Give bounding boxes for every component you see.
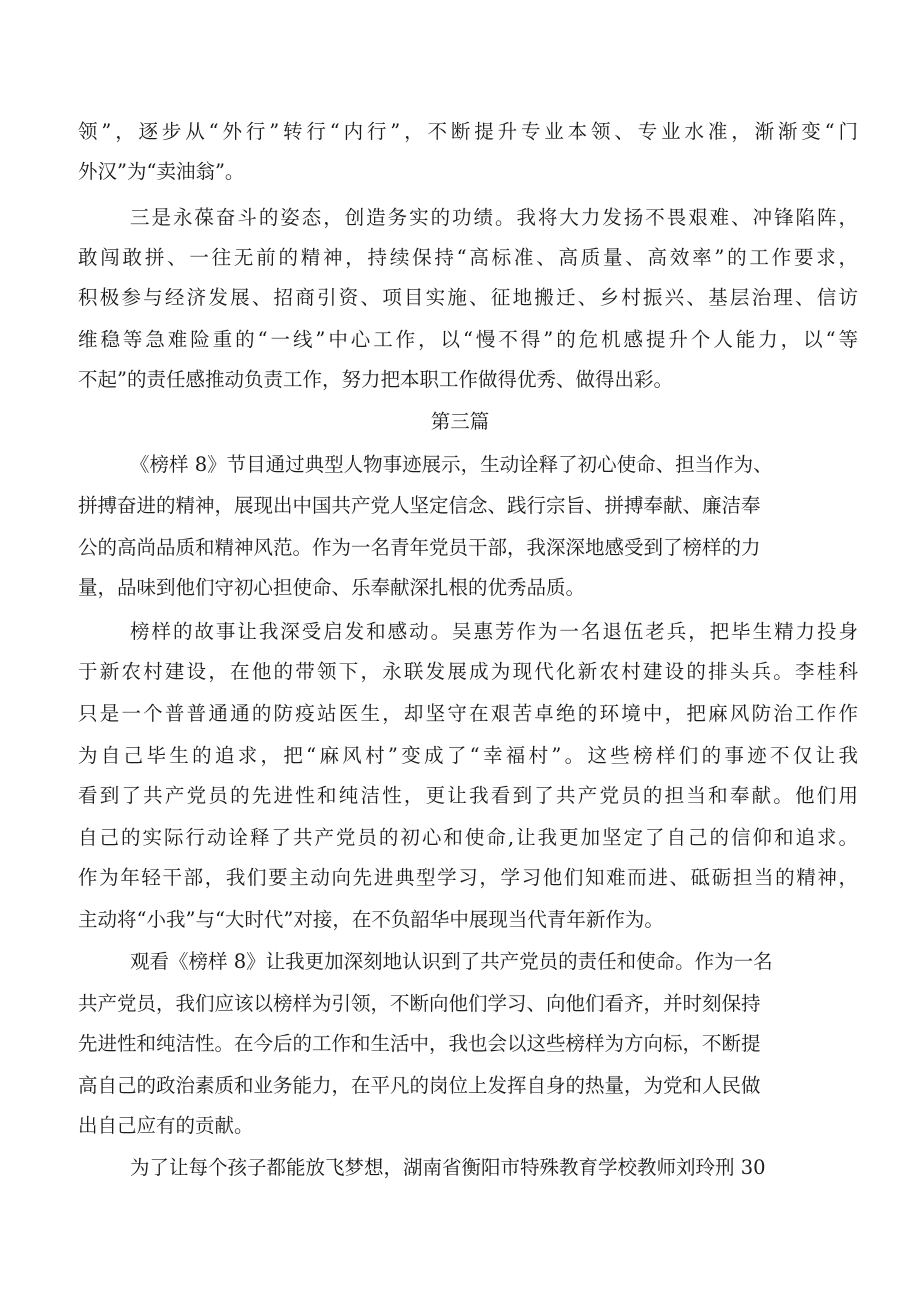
paragraph-line: 敢闯敢拼、一往无前的精神，持续保持“高标准、高质量、高效率”的工作要求， — [78, 246, 858, 269]
paragraph-line: 维稳等急难险重的“一线”中心工作，以“慢不得”的危机感提升个人能力，以“等 — [78, 328, 858, 351]
paragraph-line: 公的高尚品质和精神风范。作为一名青年党员干部，我深深地感受到了榜样的力 — [78, 536, 761, 559]
paragraph-line: 自己的实际行动诠释了共产党员的初心和使命,让我更加坚定了自己的信仰和追求。 — [78, 826, 858, 849]
paragraph-line: 外汉”为“卖油翁”。 — [78, 160, 245, 183]
paragraph-line: 共产党员，我们应该以榜样为引领，不断向他们学习、向他们看齐，并时刻保持 — [78, 992, 761, 1015]
paragraph-line: 先进性和纯洁性。在今后的工作和生活中，我也会以这些榜样为方向标，不断提 — [78, 1032, 761, 1055]
paragraph-line: 领”，逐步从“外行”转行“内行”，不断提升专业本领、专业水准，渐渐变“门 — [78, 120, 858, 143]
paragraph-line: 为自己毕生的追求，把“麻风村”变成了“幸福村”。这些榜样们的事迹不仅让我 — [78, 744, 858, 767]
paragraph-line: 于新农村建设，在他的带领下，永联发展成为现代化新农村建设的排头兵。李桂科 — [78, 660, 858, 683]
paragraph-line: 榜样的故事让我深受启发和感动。吴惠芳作为一名退伍老兵，把毕生精力投身 — [130, 620, 858, 643]
paragraph-line: 拼搏奋进的精神，展现出中国共产党人坚定信念、践行宗旨、拼搏奉献、廉洁奉 — [78, 494, 761, 517]
paragraph-line: 出自己应有的贡献。 — [78, 1114, 254, 1137]
paragraph-line: 看到了共产党员的先进性和纯洁性，更让我看到了共产党员的担当和奉献。他们用 — [78, 784, 858, 807]
paragraph-line: 量，品味到他们守初心担使命、乐奉献深扎根的优秀品质。 — [78, 576, 586, 599]
paragraph-line: 三是永葆奋斗的姿态，创造务实的功绩。我将大力发扬不畏艰难、冲锋陷阵， — [130, 206, 858, 229]
paragraph-line: 《榜样 8》节目通过典型人物事迹展示，生动诠释了初心使命、担当作为、 — [130, 453, 773, 476]
paragraph-line: 高自己的政治素质和业务能力，在平凡的岗位上发挥自身的热量，为党和人民做 — [78, 1074, 761, 1097]
paragraph-line: 观看《榜样 8》让我更加深刻地认识到了共产党员的责任和使命。作为一名 — [130, 950, 773, 973]
paragraph-line: 积极参与经济发展、招商引资、项目实施、征地搬迁、乡村振兴、基层治理、信访 — [78, 286, 858, 309]
paragraph-line: 主动将“小我”与“大时代”对接，在不负韶华中展现当代青年新作为。 — [78, 908, 664, 931]
paragraph-line: 不起”的责任感推动负责工作，努力把本职工作做得优秀、做得出彩。 — [78, 368, 673, 391]
paragraph-line: 作为年轻干部，我们要主动向先进典型学习，学习他们知难而进、砥砺担当的精神， — [78, 866, 858, 889]
paragraph-line: 为了让每个孩子都能放飞梦想，湖南省衡阳市特殊教育学校教师刘玲刑 30 — [130, 1156, 766, 1179]
paragraph-line: 只是一个普普通通的防疫站医生，却坚守在艰苦卓绝的环境中，把麻风防治工作作 — [78, 702, 858, 725]
section-heading: 第三篇 — [430, 410, 490, 433]
